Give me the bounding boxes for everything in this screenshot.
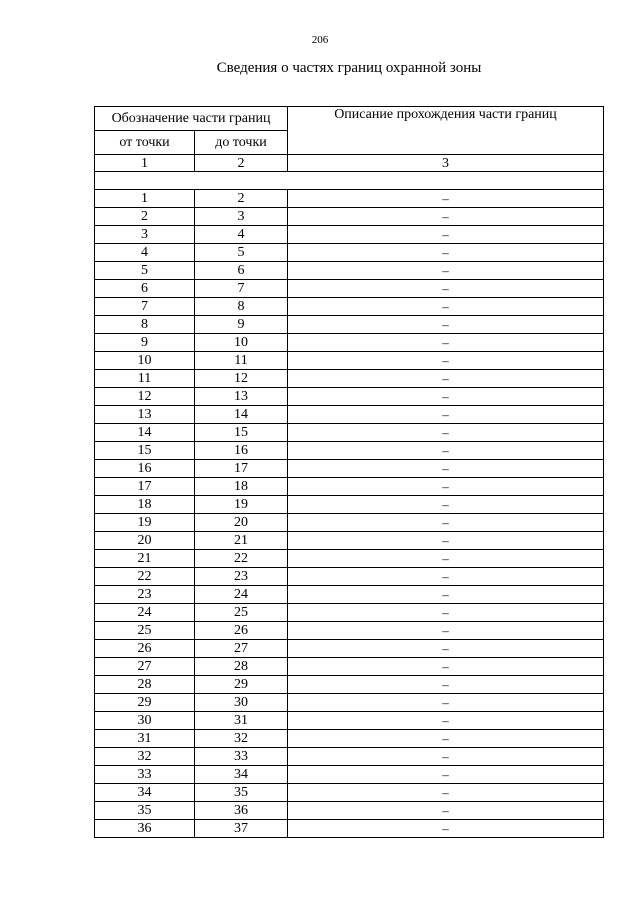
cell-to-point: 37 bbox=[195, 820, 288, 838]
table-row bbox=[95, 280, 604, 298]
table-row bbox=[95, 334, 604, 352]
cell-from-point: 2 bbox=[95, 208, 195, 226]
cell-to-point: 29 bbox=[195, 676, 288, 694]
table-row bbox=[95, 370, 604, 388]
table-row bbox=[95, 586, 604, 604]
column-number-row bbox=[95, 155, 604, 172]
table-row bbox=[95, 298, 604, 316]
cell-from-point: 31 bbox=[95, 730, 195, 748]
cell-description: – bbox=[288, 226, 604, 244]
cell-description: – bbox=[288, 316, 604, 334]
cell-description: – bbox=[288, 262, 604, 280]
cell-from-point: 16 bbox=[95, 460, 195, 478]
cell-from-point: 14 bbox=[95, 424, 195, 442]
header-description: Описание прохождения части границ bbox=[288, 107, 604, 155]
cell-from-point: 3 bbox=[95, 226, 195, 244]
cell-from-point: 20 bbox=[95, 532, 195, 550]
cell-description: – bbox=[288, 280, 604, 298]
cell-from-point: 26 bbox=[95, 640, 195, 658]
cell-to-point: 22 bbox=[195, 550, 288, 568]
table-row bbox=[95, 478, 604, 496]
cell-description: – bbox=[288, 370, 604, 388]
table-row bbox=[95, 262, 604, 280]
cell-description: – bbox=[288, 694, 604, 712]
table-row bbox=[95, 694, 604, 712]
table-row bbox=[95, 496, 604, 514]
boundary-parts-table bbox=[94, 106, 604, 838]
cell-description: – bbox=[288, 640, 604, 658]
cell-to-point: 18 bbox=[195, 478, 288, 496]
cell-description: – bbox=[288, 514, 604, 532]
cell-to-point: 13 bbox=[195, 388, 288, 406]
cell-from-point: 5 bbox=[95, 262, 195, 280]
table-row bbox=[95, 388, 604, 406]
column-number: 3 bbox=[288, 155, 604, 172]
table-row bbox=[95, 640, 604, 658]
cell-description: – bbox=[288, 442, 604, 460]
table-row bbox=[95, 604, 604, 622]
table-row bbox=[95, 766, 604, 784]
cell-to-point: 5 bbox=[195, 244, 288, 262]
header-boundary-designation: Обозначение части границ bbox=[95, 107, 288, 131]
cell-from-point: 33 bbox=[95, 766, 195, 784]
cell-description: – bbox=[288, 208, 604, 226]
table-row bbox=[95, 424, 604, 442]
cell-description: – bbox=[288, 730, 604, 748]
table-row bbox=[95, 658, 604, 676]
cell-to-point: 32 bbox=[195, 730, 288, 748]
cell-from-point: 32 bbox=[95, 748, 195, 766]
table-row bbox=[95, 514, 604, 532]
cell-description: – bbox=[288, 190, 604, 208]
cell-from-point: 10 bbox=[95, 352, 195, 370]
empty-separator-row bbox=[95, 172, 604, 190]
cell-to-point: 20 bbox=[195, 514, 288, 532]
cell-description: – bbox=[288, 784, 604, 802]
cell-from-point: 28 bbox=[95, 676, 195, 694]
table-row bbox=[95, 352, 604, 370]
cell-from-point: 36 bbox=[95, 820, 195, 838]
cell-description: – bbox=[288, 532, 604, 550]
cell-description: – bbox=[288, 622, 604, 640]
cell-description: – bbox=[288, 298, 604, 316]
table-row bbox=[95, 730, 604, 748]
cell-from-point: 4 bbox=[95, 244, 195, 262]
cell-to-point: 33 bbox=[195, 748, 288, 766]
table-row bbox=[95, 802, 604, 820]
cell-from-point: 22 bbox=[95, 568, 195, 586]
cell-to-point: 10 bbox=[195, 334, 288, 352]
table-row bbox=[95, 244, 604, 262]
cell-description: – bbox=[288, 244, 604, 262]
cell-description: – bbox=[288, 748, 604, 766]
cell-to-point: 14 bbox=[195, 406, 288, 424]
cell-from-point: 11 bbox=[95, 370, 195, 388]
cell-to-point: 36 bbox=[195, 802, 288, 820]
table-row bbox=[95, 532, 604, 550]
cell-description: – bbox=[288, 586, 604, 604]
table-row bbox=[95, 442, 604, 460]
cell-from-point: 23 bbox=[95, 586, 195, 604]
cell-to-point: 31 bbox=[195, 712, 288, 730]
cell-to-point: 15 bbox=[195, 424, 288, 442]
table-row bbox=[95, 208, 604, 226]
table-row bbox=[95, 460, 604, 478]
cell-description: – bbox=[288, 424, 604, 442]
cell-description: – bbox=[288, 550, 604, 568]
cell-to-point: 24 bbox=[195, 586, 288, 604]
cell-to-point: 35 bbox=[195, 784, 288, 802]
column-number: 1 bbox=[95, 155, 195, 172]
cell-to-point: 3 bbox=[195, 208, 288, 226]
table-row bbox=[95, 820, 604, 838]
cell-description: – bbox=[288, 568, 604, 586]
cell-description: – bbox=[288, 460, 604, 478]
cell-to-point: 9 bbox=[195, 316, 288, 334]
cell-from-point: 30 bbox=[95, 712, 195, 730]
table-row bbox=[95, 190, 604, 208]
cell-description: – bbox=[288, 766, 604, 784]
table-row bbox=[95, 622, 604, 640]
table-row bbox=[95, 676, 604, 694]
header-to-point: до точки bbox=[195, 131, 288, 155]
cell-description: – bbox=[288, 802, 604, 820]
cell-to-point: 17 bbox=[195, 460, 288, 478]
cell-from-point: 29 bbox=[95, 694, 195, 712]
cell-to-point: 23 bbox=[195, 568, 288, 586]
cell-to-point: 12 bbox=[195, 370, 288, 388]
cell-description: – bbox=[288, 334, 604, 352]
cell-to-point: 27 bbox=[195, 640, 288, 658]
empty-separator-cell bbox=[95, 172, 604, 190]
cell-from-point: 15 bbox=[95, 442, 195, 460]
cell-to-point: 6 bbox=[195, 262, 288, 280]
cell-from-point: 21 bbox=[95, 550, 195, 568]
cell-description: – bbox=[288, 496, 604, 514]
cell-to-point: 11 bbox=[195, 352, 288, 370]
column-number: 2 bbox=[195, 155, 288, 172]
cell-from-point: 34 bbox=[95, 784, 195, 802]
table-row bbox=[95, 550, 604, 568]
cell-description: – bbox=[288, 352, 604, 370]
table-row bbox=[95, 226, 604, 244]
cell-description: – bbox=[288, 388, 604, 406]
cell-to-point: 8 bbox=[195, 298, 288, 316]
table-row bbox=[95, 406, 604, 424]
table-header-row bbox=[95, 107, 604, 131]
cell-to-point: 25 bbox=[195, 604, 288, 622]
document-title: Сведения о частях границ охранной зоны bbox=[216, 60, 482, 76]
cell-from-point: 13 bbox=[95, 406, 195, 424]
cell-description: – bbox=[288, 820, 604, 838]
cell-from-point: 27 bbox=[95, 658, 195, 676]
cell-to-point: 4 bbox=[195, 226, 288, 244]
table-row bbox=[95, 712, 604, 730]
cell-description: – bbox=[288, 604, 604, 622]
cell-to-point: 28 bbox=[195, 658, 288, 676]
cell-from-point: 6 bbox=[95, 280, 195, 298]
cell-to-point: 19 bbox=[195, 496, 288, 514]
table-row bbox=[95, 316, 604, 334]
cell-description: – bbox=[288, 406, 604, 424]
cell-to-point: 7 bbox=[195, 280, 288, 298]
cell-description: – bbox=[288, 478, 604, 496]
cell-from-point: 1 bbox=[95, 190, 195, 208]
cell-to-point: 16 bbox=[195, 442, 288, 460]
cell-description: – bbox=[288, 712, 604, 730]
cell-from-point: 7 bbox=[95, 298, 195, 316]
cell-to-point: 30 bbox=[195, 694, 288, 712]
cell-from-point: 17 bbox=[95, 478, 195, 496]
cell-from-point: 19 bbox=[95, 514, 195, 532]
cell-to-point: 26 bbox=[195, 622, 288, 640]
cell-to-point: 2 bbox=[195, 190, 288, 208]
cell-from-point: 18 bbox=[95, 496, 195, 514]
page-number: 206 bbox=[311, 34, 329, 46]
table-row bbox=[95, 568, 604, 586]
cell-to-point: 21 bbox=[195, 532, 288, 550]
cell-description: – bbox=[288, 676, 604, 694]
cell-from-point: 8 bbox=[95, 316, 195, 334]
table-row bbox=[95, 748, 604, 766]
cell-from-point: 9 bbox=[95, 334, 195, 352]
cell-from-point: 24 bbox=[95, 604, 195, 622]
cell-from-point: 25 bbox=[95, 622, 195, 640]
cell-description: – bbox=[288, 658, 604, 676]
cell-from-point: 35 bbox=[95, 802, 195, 820]
cell-to-point: 34 bbox=[195, 766, 288, 784]
header-from-point: от точки bbox=[95, 131, 195, 155]
table-row bbox=[95, 784, 604, 802]
cell-from-point: 12 bbox=[95, 388, 195, 406]
